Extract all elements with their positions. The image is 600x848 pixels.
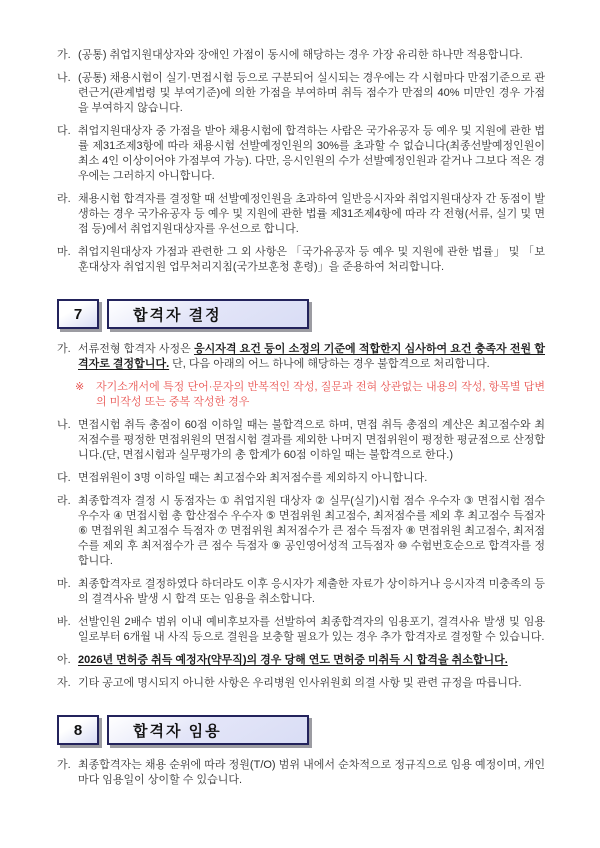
list-item xyxy=(57,192,545,237)
list-item xyxy=(57,71,545,116)
section-8-number-box xyxy=(57,715,99,745)
list-item xyxy=(57,676,545,691)
list-marker: 라. xyxy=(57,495,71,507)
section-7-header xyxy=(57,299,545,329)
list-item xyxy=(57,48,545,63)
list-marker: 마. xyxy=(57,246,71,258)
section-7-title-box xyxy=(107,299,309,329)
list-item xyxy=(57,342,545,372)
pre-section-list xyxy=(57,48,545,275)
text-run: 기타 공고에 명시되지 아니한 사항은 우리병원 인사위원회 의결 사항 및 관련 규정을 따릅니다. xyxy=(78,677,522,689)
text-run: 2026년 면허증 취득 예정자(약무직)의 경우 당해 연도 면허증 미취득 시 합격을 취소합니다. xyxy=(78,654,508,666)
section-7-list xyxy=(57,342,545,691)
note-item xyxy=(75,380,545,410)
section-number: 8 xyxy=(73,721,83,739)
list-marker: 마. xyxy=(57,578,71,590)
text-run: 최종합격자는 채용 순위에 따라 정원(T/O) 범위 내에서 순차적으로 정규직으로 임용 예정이며, 개인마다 임용일이 상이할 수 있습니다. xyxy=(78,759,545,786)
list-item xyxy=(57,418,545,463)
section-title: 합격자 임용 xyxy=(133,722,222,740)
list-marker: 나. xyxy=(57,419,71,431)
text-run: 응시자격 요건 등이 소정의 기준에 적합한지 심사하여 요건 충족자 전원 합격자로 결정합니다. xyxy=(78,343,545,370)
text-run: 최종합격자 결정 시 동점자는 ① 취업지원 대상자 ② 실무(실기)시험 점수 우수자 ③ 면접시험 점수 우수자 ④ 면접시험 총 합산점수 우수자 ⑤ 면접위원 최고점수, 최저점수를 제외 후 최고점수 득점자 ⑥ 면접위원 최고점수 득점자 ⑦ 면접위원 최저점수가 큰 점수 득점자 ⑧ 면접위원 최고점수, 최저점수를 제외 후 최저점수가 큰 점수 득점자 ⑨ 공인영어성적 고득점자 ⑩ 수험번호순으로 합격자를 정합니다. xyxy=(78,495,545,567)
list-item xyxy=(57,494,545,569)
section-7-number-box xyxy=(57,299,99,329)
list-item xyxy=(57,615,545,645)
list-marker: 다. xyxy=(57,472,71,484)
text-run: 면접시험 취득 총점이 60점 이하일 때는 불합격으로 하며, 면접 취득 총점의 계산은 최고점수와 최저점수를 평정한 면접위원의 면접시험 결과를 제외한 나머지 면접위원이 평정한 평균점으로 산정합니다.(단, 면접시험과 실무평가의 총 합계가 60점 이하일 때는 불합격으로 한다.) xyxy=(78,419,545,461)
list-marker: 라. xyxy=(57,193,71,205)
text-run: 단, 다음 아래의 어느 하나에 해당하는 경우 불합격으로 처리합니다. xyxy=(169,358,490,370)
list-item xyxy=(57,245,545,275)
text-run: 취업지원대상자 중 가점을 받아 채용시험에 합격하는 사람은 국가유공자 등 예우 및 지원에 관한 법률 제31조제3항에 따라 채용시험 선발예정인원의 30%를 초과할 수 없습니다(최종선발예정인원이 최소 4인 이상이어야 가점부여 가능). 다만, 응시인원의 수가 선발예정인원과 같거나 그보다 적은 경우에는 그러하지 아니합니다. xyxy=(78,125,545,182)
text-run: 면접위원이 3명 이하일 때는 최고점수와 최저점수를 제외하지 아니합니다. xyxy=(78,472,428,484)
text-run: (공통) 취업지원대상자와 장애인 가점이 동시에 해당하는 경우 가장 유리한 하나만 적용합니다. xyxy=(78,49,523,61)
list-marker: 자. xyxy=(57,677,71,689)
list-marker: 다. xyxy=(57,125,71,137)
list-marker: 가. xyxy=(57,759,71,771)
text-run: 선발인원 2배수 범위 이내 예비후보자를 선발하여 최종합격자의 임용포기, 결격사유 발생 및 임용일로부터 6개월 내 사직 등으로 결원을 보충할 필요가 있는 경우 추가 합격자로 결정할 수 있습니다. xyxy=(78,616,545,643)
section-8-header xyxy=(57,715,545,745)
section-title: 합격자 결정 xyxy=(133,306,222,324)
text-run: 최종합격자로 결정하였다 하더라도 이후 응시자가 제출한 자료가 상이하거나 응시자격 미충족의 등의 결격사유 발생 시 합격 또는 임용을 취소합니다. xyxy=(78,578,545,605)
text-run: 취업지원대상자 가점과 관련한 그 외 사항은 「국가유공자 등 예우 및 지원에 관한 법률」 및 「보훈대상자 취업지원 업무처리지침(국가보훈청 훈령)」을 준용하여 처리합니다. xyxy=(78,246,545,273)
list-item xyxy=(57,758,545,788)
list-item xyxy=(57,653,545,668)
list-marker: 나. xyxy=(57,72,71,84)
section-number: 7 xyxy=(73,305,83,323)
text-run: 채용시험 합격자를 결정할 때 선발예정인원을 초과하여 일반응시자와 취업지원대상자 간 동점이 발생하는 경우 국가유공자 등 예우 및 지원에 관한 법률 제31조제4항에 따라 각 전형(서류, 실기 및 면접 등)에서 취업지원대상자를 우선으로 합니다. xyxy=(78,193,545,235)
list-item xyxy=(57,577,545,607)
text-run: 서류전형 합격자 사정은 xyxy=(78,343,194,355)
list-item xyxy=(57,124,545,184)
section-8-title-box xyxy=(107,715,309,745)
list-marker: ※ xyxy=(75,381,85,393)
section-8-list xyxy=(57,758,545,788)
text-run: (공통) 채용시험이 실기·면접시험 등으로 구분되어 실시되는 경우에는 각 시험마다 만점기준으로 관련근거(관계법령 및 부여기준)에 의한 가점을 부여하며 취득 점수가 만점의 40% 미만인 경우 가점을 부여하지 않습니다. xyxy=(78,72,545,114)
list-item xyxy=(57,471,545,486)
text-run: 자기소개서에 특정 단어·문자의 반복적인 작성, 질문과 전혀 상관없는 내용의 작성, 항목별 답변의 미작성 또는 중복 작성한 경우 xyxy=(96,381,545,408)
list-marker: 바. xyxy=(57,616,71,628)
list-marker: 아. xyxy=(57,654,71,666)
list-marker: 가. xyxy=(57,49,71,61)
list-marker: 가. xyxy=(57,343,71,355)
